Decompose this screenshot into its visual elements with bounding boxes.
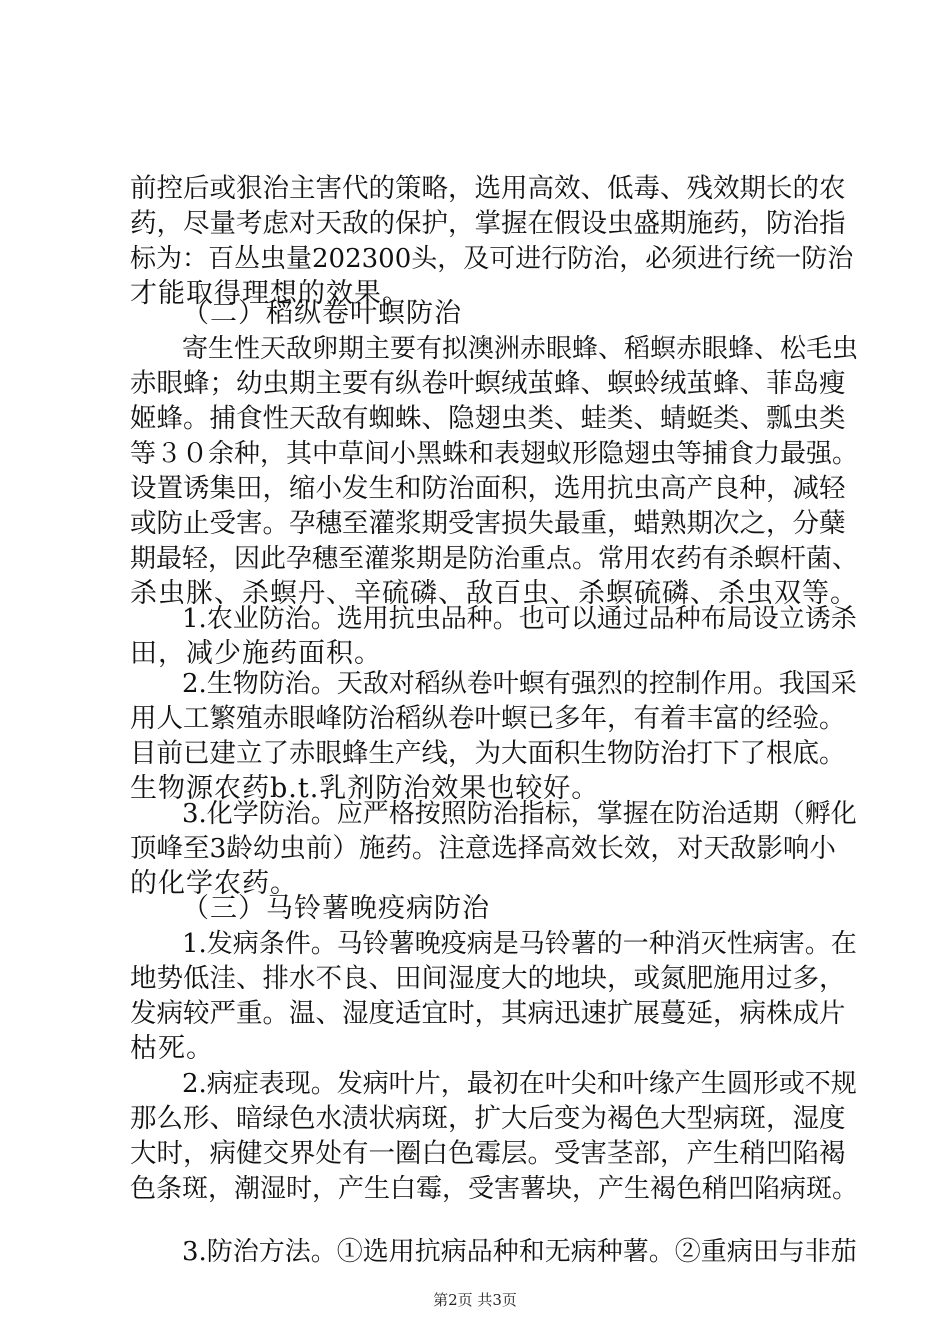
body-line: 目前已建立了赤眼蜂生产线，为大面积生物防治打下了根底。: [130, 738, 846, 769]
body-line: 的化学农药。: [130, 868, 298, 899]
body-line: 用人工繁殖赤眼峰防治稻纵卷叶螟已多年，有着丰富的经验。: [130, 703, 846, 734]
body-line: 发病较严重。温、湿度适宜时，其病迅速扩展蔓延，病株成片: [130, 998, 846, 1029]
body-line: 药，尽量考虑对天敌的保护，掌握在假设虫盛期施药，防治指: [130, 208, 846, 239]
section-heading: （三）马铃薯晚疫病防治: [182, 893, 490, 924]
body-line: 设置诱集田，缩小发生和防治面积，选用抗虫高产良种，减轻: [130, 473, 846, 504]
body-line: 顶峰至3龄幼虫前）施药。注意选择高效长效，对天敌影响小: [130, 833, 836, 864]
body-line: 田，减少施药面积。: [130, 638, 382, 669]
body-line: 那么形、暗绿色水渍状病斑，扩大后变为褐色大型病斑，湿度: [130, 1103, 846, 1134]
body-line: 大时，病健交界处有一圈白色霉层。受害茎部，产生稍凹陷褐: [130, 1138, 846, 1169]
body-line: 前控后或狠治主害代的策略，选用高效、低毒、残效期长的农: [130, 173, 846, 204]
page-number-footer: 第2页 共3页: [433, 1291, 517, 1309]
body-line: 或防止受害。孕穗至灌浆期受害损失最重，蜡熟期次之，分蘖: [130, 508, 846, 539]
body-line: 期最轻，因此孕穗至灌浆期是防治重点。常用农药有杀螟杆菌、: [130, 544, 859, 574]
body-line: 寄生性天敌卵期主要有拟澳洲赤眼蜂、稻螟赤眼蜂、松毛虫: [182, 334, 859, 364]
body-line: 才能取得理想的效果。: [130, 278, 410, 309]
body-line: 3.防治方法。①选用抗病品种和无病种薯。②重病田与非茄: [182, 1237, 857, 1267]
body-line: 等３０余种，其中草间小黑蛛和表翅蚁形隐翅虫等捕食力最强。: [130, 439, 859, 469]
body-line: 地势低洼、排水不良、田间湿度大的地块，或氮肥施用过多，: [130, 963, 846, 994]
body-line: 1.农业防治。选用抗虫品种。也可以通过品种布局设立诱杀: [182, 604, 857, 634]
body-line: 杀虫脒、杀螟丹、辛硫磷、敌百虫、杀螟硫磷、杀虫双等。: [130, 578, 858, 609]
body-line: 1.发病条件。马铃薯晚疫病是马铃薯的一种消灭性病害。在: [182, 929, 857, 959]
body-line: 枯死。: [130, 1033, 214, 1064]
body-line: 色条斑，潮湿时，产生白霉，受害薯块，产生褐色稍凹陷病斑。: [130, 1174, 859, 1204]
body-line: 生物源农药b.t.乳剂防治效果也较好。: [130, 773, 600, 804]
body-line: 标为：百丛虫量202300头，及可进行防治，必须进行统一防治: [130, 244, 854, 274]
body-line: 姬蜂。捕食性天敌有蜘蛛、隐翅虫类、蛙类、蜻蜓类、瓢虫类: [130, 403, 846, 434]
body-line: 3.化学防治。应严格按照防治指标，掌握在防治适期（孵化: [182, 799, 857, 829]
body-line: 赤眼蜂；幼虫期主要有纵卷叶螟绒茧蜂、螟蛉绒茧蜂、菲岛瘦: [130, 368, 846, 399]
body-line: 2.病症表现。发病叶片，最初在叶尖和叶缘产生圆形或不规: [182, 1069, 857, 1099]
section-heading: （二）稻纵卷叶螟防治: [182, 298, 462, 329]
body-line: 2.生物防治。天敌对稻纵卷叶螟有强烈的控制作用。我国采: [182, 669, 857, 699]
